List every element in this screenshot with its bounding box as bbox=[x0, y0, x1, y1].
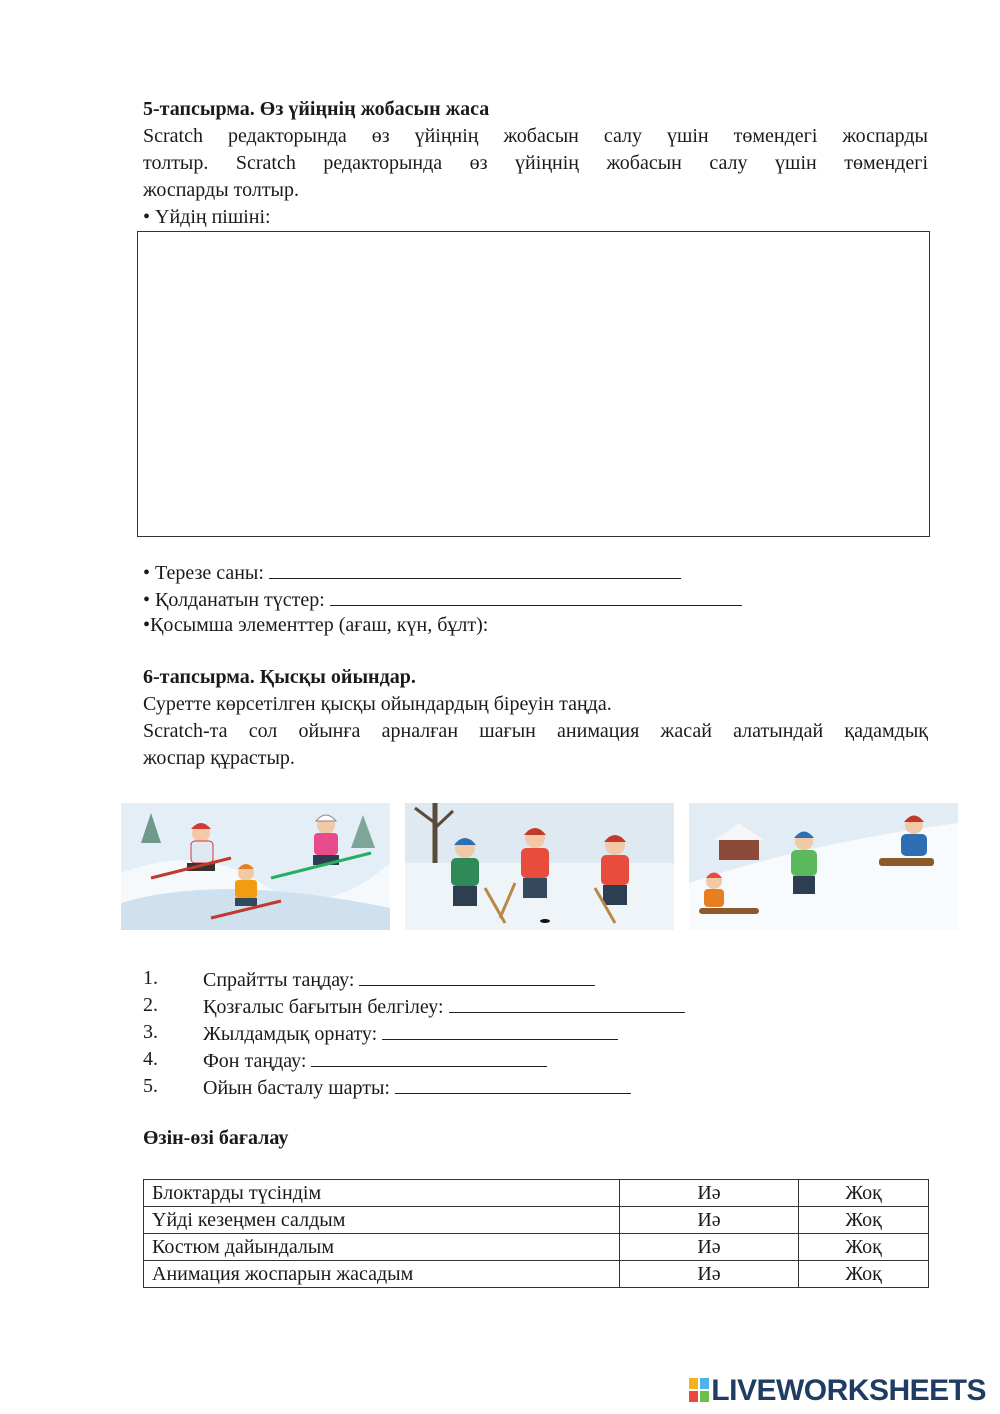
step-2 bbox=[0, 992, 1000, 1019]
eval-no[interactable]: Жоқ bbox=[799, 1234, 929, 1261]
eval-no[interactable]: Жоқ bbox=[799, 1180, 929, 1207]
task5-title: 5-тапсырма. Өз үйіңнің жобасын жаса bbox=[143, 98, 490, 120]
extra-elements-label: •Қосымша элементтер (ағаш, күн, бұлт): bbox=[143, 614, 489, 636]
colors-label: • Қолданатын түстер: bbox=[143, 589, 330, 611]
step-blank[interactable] bbox=[449, 992, 685, 1013]
self-eval-table bbox=[143, 1179, 929, 1288]
eval-item: Костюм дайындалым bbox=[144, 1234, 620, 1261]
eval-yes[interactable]: Иә bbox=[620, 1234, 799, 1261]
step-label: Қозғалыс бағытын белгілеу: bbox=[203, 996, 449, 1018]
eval-no[interactable]: Жоқ bbox=[799, 1207, 929, 1234]
task6-title: 6-тапсырма. Қысқы ойындар. bbox=[143, 666, 416, 688]
window-count-label: • Терезе саны: bbox=[143, 562, 269, 584]
colors-blank[interactable] bbox=[330, 585, 742, 606]
step-number: 5. bbox=[143, 1075, 158, 1097]
window-count-row bbox=[143, 558, 681, 587]
colors-row bbox=[143, 585, 742, 614]
step-5 bbox=[0, 1073, 1000, 1100]
task6-line-3: жоспар құрастыр. bbox=[143, 747, 295, 769]
step-label: Ойын басталу шарты: bbox=[203, 1077, 395, 1099]
step-1 bbox=[0, 965, 1000, 992]
task5-line-3: жоспарды толтыр. bbox=[143, 179, 299, 201]
sledding-picture bbox=[689, 803, 958, 930]
step-blank[interactable] bbox=[382, 1019, 618, 1040]
liveworksheets-mark-icon bbox=[689, 1378, 709, 1402]
step-number: 3. bbox=[143, 1021, 158, 1043]
table-row bbox=[144, 1180, 929, 1207]
step-blank[interactable] bbox=[395, 1073, 631, 1094]
house-shape-label: • Үйдің пішіні: bbox=[143, 206, 271, 228]
eval-yes[interactable]: Иә bbox=[620, 1261, 799, 1288]
skiing-picture bbox=[121, 803, 390, 930]
step-blank[interactable] bbox=[359, 965, 595, 986]
eval-yes[interactable]: Иә bbox=[620, 1180, 799, 1207]
step-number: 1. bbox=[143, 967, 158, 989]
task5-line-2: толтыр. Scratch редакторында өз үйіңнің жобасын салу үшін төмендегі bbox=[143, 152, 928, 174]
step-number: 4. bbox=[143, 1048, 158, 1070]
step-number: 2. bbox=[143, 994, 158, 1016]
eval-yes[interactable]: Иә bbox=[620, 1207, 799, 1234]
step-label: Фон таңдау: bbox=[203, 1050, 312, 1072]
table-row bbox=[144, 1261, 929, 1288]
table-row bbox=[144, 1234, 929, 1261]
self-eval-title: Өзін-өзі бағалау bbox=[143, 1127, 289, 1149]
step-4 bbox=[0, 1046, 1000, 1073]
liveworksheets-logo bbox=[689, 1374, 986, 1408]
task6-line-1: Суретте көрсетілген қысқы ойындардың біреуін таңда. bbox=[143, 693, 612, 715]
eval-item: Анимация жоспарын жасадым bbox=[144, 1261, 620, 1288]
task5-line-1: Scratch редакторында өз үйіңнің жобасын салу үшін төмендегі жоспарды bbox=[143, 125, 928, 147]
window-count-blank[interactable] bbox=[269, 558, 681, 579]
step-label: Спрайтты таңдау: bbox=[203, 969, 360, 991]
house-drawing-area[interactable] bbox=[137, 231, 930, 537]
table-row bbox=[144, 1207, 929, 1234]
eval-item: Үйді кезеңмен салдым bbox=[144, 1207, 620, 1234]
task6-line-2: Scratch-та сол ойынға арналған шағын анимация жасай алатындай қадамдық bbox=[143, 720, 928, 742]
eval-no[interactable]: Жоқ bbox=[799, 1261, 929, 1288]
step-label: Жылдамдық орнату: bbox=[203, 1023, 383, 1045]
step-blank[interactable] bbox=[311, 1046, 547, 1067]
step-3 bbox=[0, 1019, 1000, 1046]
brand-name: LIVEWORKSHEETS bbox=[711, 1374, 986, 1407]
eval-item: Блоктарды түсіндім bbox=[144, 1180, 620, 1207]
hockey-picture bbox=[405, 803, 674, 930]
